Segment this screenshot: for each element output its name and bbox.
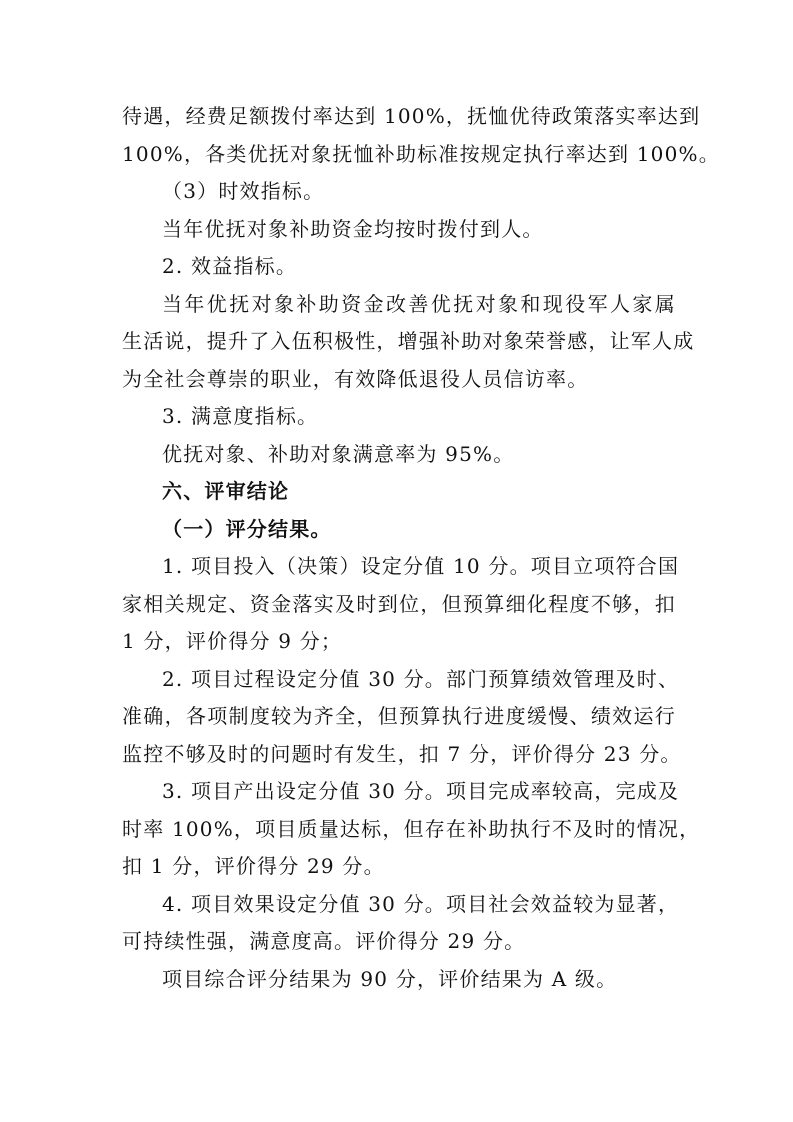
paragraph-line: 4. 项目效果设定分值 30 分。项目社会效益较为显著， [162, 891, 680, 916]
paragraph-line: 可持续性强，满意度高。评价得分 29 分。 [122, 929, 526, 953]
paragraph-line: 100%，各类优抚对象抚恤补助标准按规定执行率达到 100%。 [122, 141, 720, 166]
subsection-heading: 3. 满意度指标。 [162, 404, 319, 428]
paragraph-line: 准确，各项制度较为齐全，但预算执行进度缓慢、绩效运行 [122, 704, 676, 728]
paragraph-line: 1. 项目投入（决策）设定分值 10 分。项目立项符合国 [162, 554, 680, 578]
subsection-heading: 2. 效益指标。 [162, 254, 298, 278]
paragraph-line: 家相关规定、资金落实及时到位，但预算细化程度不够，扣 [122, 591, 676, 616]
subsection-heading: （3）时效指标。 [162, 179, 325, 203]
paragraph-line: 优抚对象、补助对象满意率为 95%。 [162, 441, 515, 466]
paragraph-line: 为全社会尊崇的职业，有效降低退役人员信访率。 [122, 366, 589, 391]
paragraph-line: 当年优抚对象补助资金均按时拨付到人。 [162, 216, 544, 241]
paragraph-line: 监控不够及时的问题时有发生，扣 7 分，评价得分 23 分。 [122, 741, 682, 766]
paragraph-line: 时率 100%，项目质量达标，但存在补助执行不及时的情况， [122, 816, 701, 841]
subsection-heading: （一）评分结果。 [162, 516, 332, 541]
section-heading: 六、评审结论 [162, 479, 290, 503]
paragraph-line: 项目综合评分结果为 90 分，评价结果为 A 级。 [162, 966, 618, 991]
paragraph-line: 2. 项目过程设定分值 30 分。部门预算绩效管理及时、 [162, 666, 680, 691]
paragraph-line: 待遇，经费足额拨付率达到 100%，抚恤优待政策落实率达到 [122, 104, 701, 128]
paragraph-line: 1 分，评价得分 9 分； [122, 629, 343, 653]
paragraph-line: 3. 项目产出设定分值 30 分。项目完成率较高，完成及 [162, 779, 680, 803]
paragraph-line: 扣 1 分，评价得分 29 分。 [122, 854, 385, 878]
document-body [122, 98, 720, 998]
paragraph-line: 当年优抚对象补助资金改善优抚对象和现役军人家属 [162, 291, 676, 316]
paragraph-line: 生活说，提升了入伍积极性，增强补助对象荣誉感，让军人成 [122, 329, 695, 353]
